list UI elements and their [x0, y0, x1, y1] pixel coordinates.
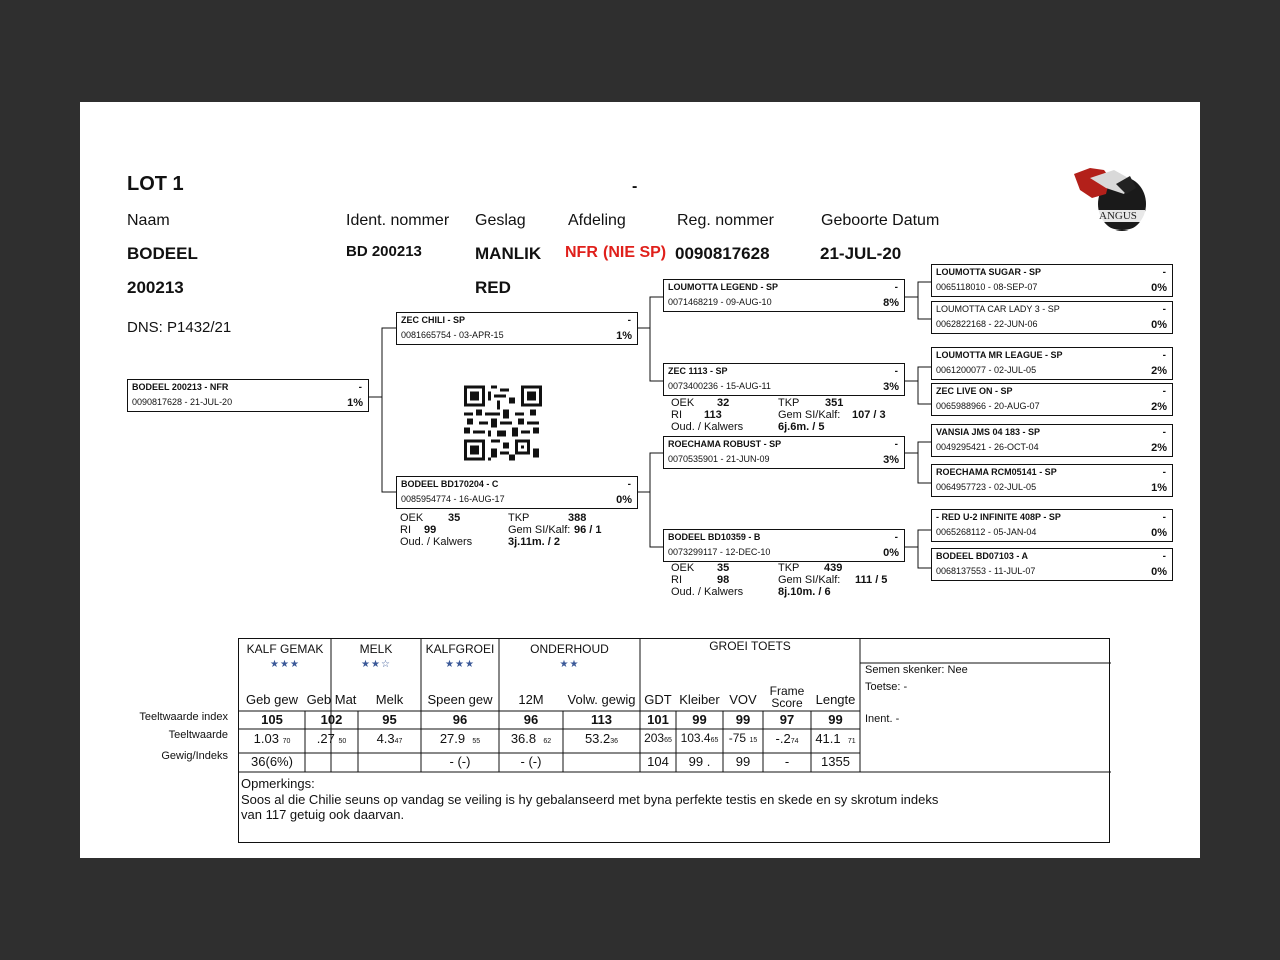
- header-geslag: Geslag: [475, 212, 526, 229]
- pedigree-dash: -: [1162, 551, 1166, 562]
- col-header: Kleiber: [679, 692, 720, 707]
- pedigree-sub: 0073400236 - 15-AUG-11: [668, 381, 771, 391]
- tw-value: 41.1: [815, 731, 841, 746]
- tw-cell: [358, 731, 421, 746]
- animal-kleur: RED: [475, 278, 511, 297]
- pedigree-pct: 2%: [1151, 365, 1167, 377]
- stars-kalf: ★★★: [270, 659, 300, 670]
- tw-accuracy: 36: [610, 738, 619, 745]
- pedigree-gg-4: [931, 383, 1173, 416]
- row-label-index: Teeltwaarde index: [139, 711, 228, 723]
- sire-dam-stats: [671, 397, 905, 437]
- index-value: 102: [320, 712, 343, 727]
- stat-ri-label: RI: [671, 409, 682, 421]
- pedigree-gg-7: [931, 509, 1173, 542]
- pedigree-sub: 0070535901 - 21-JUN-09: [668, 454, 770, 464]
- pedigree-dash: -: [894, 282, 898, 293]
- tw-cell: [676, 731, 723, 745]
- pedigree-pct: 3%: [883, 381, 899, 393]
- pedigree-pct: 0%: [883, 547, 899, 559]
- tw-value: 27.9: [439, 731, 466, 746]
- gew-value: 99 .: [688, 754, 711, 769]
- pedigree-dam-sire: [663, 436, 905, 469]
- index-value: 113: [591, 712, 612, 727]
- pedigree-pct: 0%: [1151, 527, 1167, 539]
- catalog-page: [80, 102, 1200, 858]
- group-kalfgroei: KALFGROEI: [425, 642, 495, 656]
- pedigree-sub: 0068137553 - 11-JUL-07: [936, 566, 1036, 576]
- pedigree-sub: 0064957723 - 02-JUL-05: [936, 482, 1037, 492]
- stat-oud-label: Oud. / Kalwers: [671, 421, 744, 433]
- gew-value: - (-): [449, 754, 471, 769]
- pedigree-name: ZEC LIVE ON - SP: [936, 386, 1013, 396]
- tw-accuracy: 74: [790, 738, 799, 745]
- row-label-gew: Gewig/Indeks: [161, 750, 228, 762]
- pedigree-dam-dam: [663, 529, 905, 562]
- stat-ri: 99: [424, 524, 437, 536]
- pedigree-gg-5: [931, 424, 1173, 457]
- stat-oek-label: OEK: [671, 397, 695, 409]
- stat-ri-label: RI: [671, 574, 682, 586]
- col-header: Lengte: [815, 692, 856, 707]
- row-label-tw: Teeltwaarde: [168, 729, 228, 741]
- group-melk: MELK: [359, 642, 393, 656]
- index-value: 95: [382, 712, 397, 727]
- header-reg: Reg. nommer: [677, 212, 774, 229]
- stat-tkp: 388: [568, 512, 587, 524]
- col-header: Geb gew: [245, 692, 299, 707]
- pedigree-pct: 3%: [883, 454, 899, 466]
- tw-accuracy: 71: [847, 738, 856, 745]
- col-header: Speen gew: [427, 692, 493, 707]
- pedigree-dash: -: [627, 315, 631, 326]
- gew-value: 104: [647, 754, 669, 769]
- pedigree-name: ZEC 1113 - SP: [668, 366, 728, 376]
- col-header: Volw. gewig: [567, 692, 636, 707]
- pedigree-name: - RED U-2 INFINITE 408P - SP: [936, 512, 1061, 522]
- pedigree-pct: 2%: [1151, 442, 1167, 454]
- index-value: 105: [261, 712, 283, 727]
- index-value: 99: [735, 712, 751, 727]
- pedigree-sire-dam: [663, 363, 905, 396]
- index-value: 96: [452, 712, 468, 727]
- stat-tkp: 351: [825, 397, 844, 409]
- pedigree-sub: 0062822168 - 22-JUN-06: [936, 319, 1038, 329]
- index-value: 101: [647, 712, 669, 727]
- group-onderhoud: ONDERHOUD: [530, 642, 609, 656]
- stat-oek-label: OEK: [400, 512, 424, 524]
- tw-value: 1.03: [253, 731, 279, 746]
- index-value: 99: [828, 712, 843, 727]
- tw-cell: [305, 731, 358, 746]
- tw-accuracy: 65: [710, 737, 719, 744]
- pedigree-gg-8: [931, 548, 1173, 581]
- col-header: 12M: [518, 692, 544, 707]
- animal-reg: 0090817628: [675, 244, 770, 263]
- col-header: GDT: [644, 692, 672, 707]
- stat-oek: 32: [717, 397, 730, 409]
- pedigree-pct: 0%: [616, 494, 632, 506]
- stat-oek: 35: [717, 562, 730, 574]
- pedigree-gg-6: [931, 464, 1173, 497]
- tw-value: -.2: [775, 731, 791, 746]
- stat-oud-label: Oud. / Kalwers: [400, 536, 473, 548]
- pedigree-name: BODEEL BD170204 - C: [401, 479, 499, 489]
- tw-cell: [239, 731, 305, 746]
- stat-ri: 98: [717, 574, 730, 586]
- pedigree-pct: 2%: [1151, 401, 1167, 413]
- pedigree-name: BODEEL 200213 - NFR: [132, 382, 229, 392]
- pedigree-pct: 1%: [1151, 482, 1167, 494]
- pedigree-dash: -: [1162, 386, 1166, 397]
- tw-cell: [421, 731, 499, 746]
- dam-dam-stats: [671, 562, 905, 602]
- tw-cell: [499, 731, 563, 746]
- remarks-text-2: van 117 getuig ook daarvan.: [241, 807, 405, 822]
- index-value: 96: [523, 712, 539, 727]
- pedigree-sub: 0090817628 - 21-JUL-20: [132, 397, 233, 407]
- pedigree-sub: 0073299117 - 12-DEC-10: [668, 547, 771, 557]
- animal-name-2: 200213: [127, 278, 184, 297]
- stat-oud: 3j.11m. / 2: [508, 536, 560, 548]
- gew-value: -: [784, 754, 790, 769]
- pedigree-self: [127, 379, 369, 412]
- stat-gem-label: Gem SI/Kalf:: [778, 409, 841, 421]
- tw-accuracy: 47: [394, 738, 403, 745]
- stat-oek: 35: [448, 512, 461, 524]
- pedigree-name: ROECHAMA ROBUST - SP: [668, 439, 782, 449]
- stat-gem: 107 / 3: [852, 409, 886, 421]
- tw-cell: [811, 731, 860, 746]
- pedigree-pct: 0%: [1151, 319, 1167, 331]
- stat-ri-label: RI: [400, 524, 411, 536]
- inent: Inent. -: [865, 713, 900, 725]
- pedigree-sub: 0061200077 - 02-JUL-05: [936, 365, 1037, 375]
- tw-cell: [763, 731, 811, 746]
- angus-logo-text: ANGUS: [1099, 210, 1137, 222]
- lot-title: LOT 1: [127, 173, 184, 195]
- pedigree-name: LOUMOTTA SUGAR - SP: [936, 267, 1041, 277]
- pedigree-pct: 0%: [1151, 282, 1167, 294]
- header-geboorte: Geboorte Datum: [821, 212, 940, 229]
- tw-accuracy: 70: [282, 738, 291, 745]
- tw-value: 36.8: [510, 731, 537, 746]
- col-header: Geb Mat: [306, 692, 357, 707]
- performance-table: [238, 638, 1110, 843]
- pedigree-dash: -: [894, 366, 898, 377]
- pedigree-pct: 8%: [883, 297, 899, 309]
- stars-melk: ★★☆: [361, 659, 391, 670]
- pedigree-name: ZEC CHILI - SP: [401, 315, 466, 325]
- index-value: 99: [692, 712, 707, 727]
- toetse: Toetse: -: [865, 681, 908, 693]
- pedigree-name: LOUMOTTA LEGEND - SP: [668, 282, 778, 292]
- pedigree-dash: -: [1162, 304, 1166, 315]
- pedigree-dash: -: [1162, 427, 1166, 438]
- pedigree-dash: -: [627, 479, 631, 490]
- tw-cell: [563, 731, 640, 746]
- gew-value: - (-): [520, 754, 542, 769]
- semen-donor: Semen skenker: Nee: [865, 664, 968, 676]
- tw-accuracy: 65: [664, 737, 672, 744]
- stat-gem-label: Gem SI/Kalf:: [778, 574, 841, 586]
- animal-afdeling-a: NFR: [565, 244, 598, 261]
- tw-accuracy: 55: [472, 738, 481, 745]
- pedigree-dash: -: [894, 532, 898, 543]
- tw-accuracy: 62: [543, 738, 552, 745]
- stat-tkp-label: TKP: [778, 397, 800, 409]
- qr-code: [464, 385, 542, 461]
- pedigree-sub: 0085954774 - 16-AUG-17: [401, 494, 505, 504]
- header-afdeling: Afdeling: [568, 212, 626, 229]
- pedigree-name: ROECHAMA RCM05141 - SP: [936, 467, 1057, 477]
- stars-kalfgroei: ★★★: [445, 659, 475, 670]
- stat-oek-label: OEK: [671, 562, 695, 574]
- pedigree-sire-sire: [663, 279, 905, 312]
- index-value: 97: [779, 712, 795, 727]
- stat-gem: 96 / 1: [574, 524, 602, 536]
- pedigree-name: BODEEL BD10359 - B: [668, 532, 761, 542]
- stat-oud-label: Oud. / Kalwers: [671, 586, 744, 598]
- stat-oud: 6j.6m. / 5: [778, 421, 825, 433]
- stat-gem: 111 / 5: [855, 574, 888, 586]
- pedigree-pct: 1%: [616, 330, 632, 342]
- pedigree-dash: -: [1162, 512, 1166, 523]
- gew-value: 36(6%): [251, 754, 293, 769]
- pedigree-sub: 0071468219 - 09-AUG-10: [668, 297, 772, 307]
- pedigree-name: LOUMOTTA CAR LADY 3 - SP: [936, 304, 1060, 314]
- col-header: Melk: [375, 692, 404, 707]
- tw-value: -75: [728, 731, 747, 745]
- pedigree-sub: 0049295421 - 26-OCT-04: [936, 442, 1039, 452]
- remarks-label: Opmerkings:: [241, 776, 315, 791]
- tw-value: 103.4: [680, 731, 711, 745]
- tw-value: 4.3: [376, 731, 395, 746]
- group-groei: GROEI TOETS: [709, 639, 791, 653]
- gew-value: 99: [735, 754, 751, 769]
- pedigree-sire: [396, 312, 638, 345]
- remarks-text: Soos al die Chilie seuns op vandag se veiling is hy gebalanseerd met byna perfekte testis en skede en sy skrotum indeks: [241, 792, 939, 807]
- pedigree-sub: 0081665754 - 03-APR-15: [401, 330, 504, 340]
- group-kalf: KALF GEMAK: [246, 642, 324, 656]
- animal-geslag: MANLIK: [475, 244, 542, 263]
- gew-value: 1355: [821, 754, 850, 769]
- lot-dash: -: [632, 178, 638, 195]
- animal-dns: DNS: P1432/21: [127, 319, 232, 336]
- header-naam: Naam: [127, 212, 170, 229]
- pedigree-name: BODEEL BD07103 - A: [936, 551, 1029, 561]
- pedigree-pct: 1%: [347, 397, 363, 409]
- pedigree-dash: -: [358, 382, 362, 393]
- tw-cell: [640, 731, 676, 745]
- pedigree-dash: -: [1162, 467, 1166, 478]
- pedigree-dam: [396, 476, 638, 509]
- stat-ri: 113: [704, 409, 722, 421]
- col-header: Frame Score: [769, 684, 805, 710]
- pedigree-name: VANSIA JMS 04 183 - SP: [936, 427, 1041, 437]
- pedigree-dash: -: [1162, 350, 1166, 361]
- stat-gem-label: Gem SI/Kalf:: [508, 524, 571, 536]
- pedigree-gg-1: [931, 264, 1173, 297]
- animal-ident: BD 200213: [346, 243, 422, 260]
- pedigree-dash: -: [894, 439, 898, 450]
- pedigree-dash: -: [1162, 267, 1166, 278]
- stars-onderhoud: ★★: [559, 659, 580, 670]
- header-ident: Ident. nommer: [346, 212, 450, 229]
- pedigree-sub: 0065118010 - 08-SEP-07: [936, 282, 1038, 292]
- pedigree-gg-2: [931, 301, 1173, 334]
- stat-tkp-label: TKP: [778, 562, 800, 574]
- pedigree-gg-3: [931, 347, 1173, 380]
- animal-afdeling-b: (NIE SP): [603, 244, 667, 261]
- dam-stats: [400, 512, 640, 552]
- col-header: VOV: [729, 692, 757, 707]
- pedigree-sub: 0065268112 - 05-JAN-04: [936, 527, 1037, 537]
- tw-accuracy: 50: [338, 738, 347, 745]
- animal-geboorte: 21-JUL-20: [820, 244, 902, 263]
- animal-name: BODEEL: [127, 244, 198, 263]
- stat-tkp-label: TKP: [508, 512, 530, 524]
- pedigree-sub: 0065988966 - 20-AUG-07: [936, 401, 1040, 411]
- tw-value: 53.2: [584, 731, 611, 746]
- tw-value: .27: [316, 731, 335, 746]
- stat-oud: 8j.10m. / 6: [778, 586, 831, 598]
- tw-value: 203: [644, 731, 665, 745]
- stat-tkp: 439: [824, 562, 843, 574]
- tw-cell: [723, 731, 763, 745]
- pedigree-name: LOUMOTTA MR LEAGUE - SP: [936, 350, 1063, 360]
- pedigree-pct: 0%: [1151, 566, 1167, 578]
- tw-accuracy: 15: [749, 737, 758, 744]
